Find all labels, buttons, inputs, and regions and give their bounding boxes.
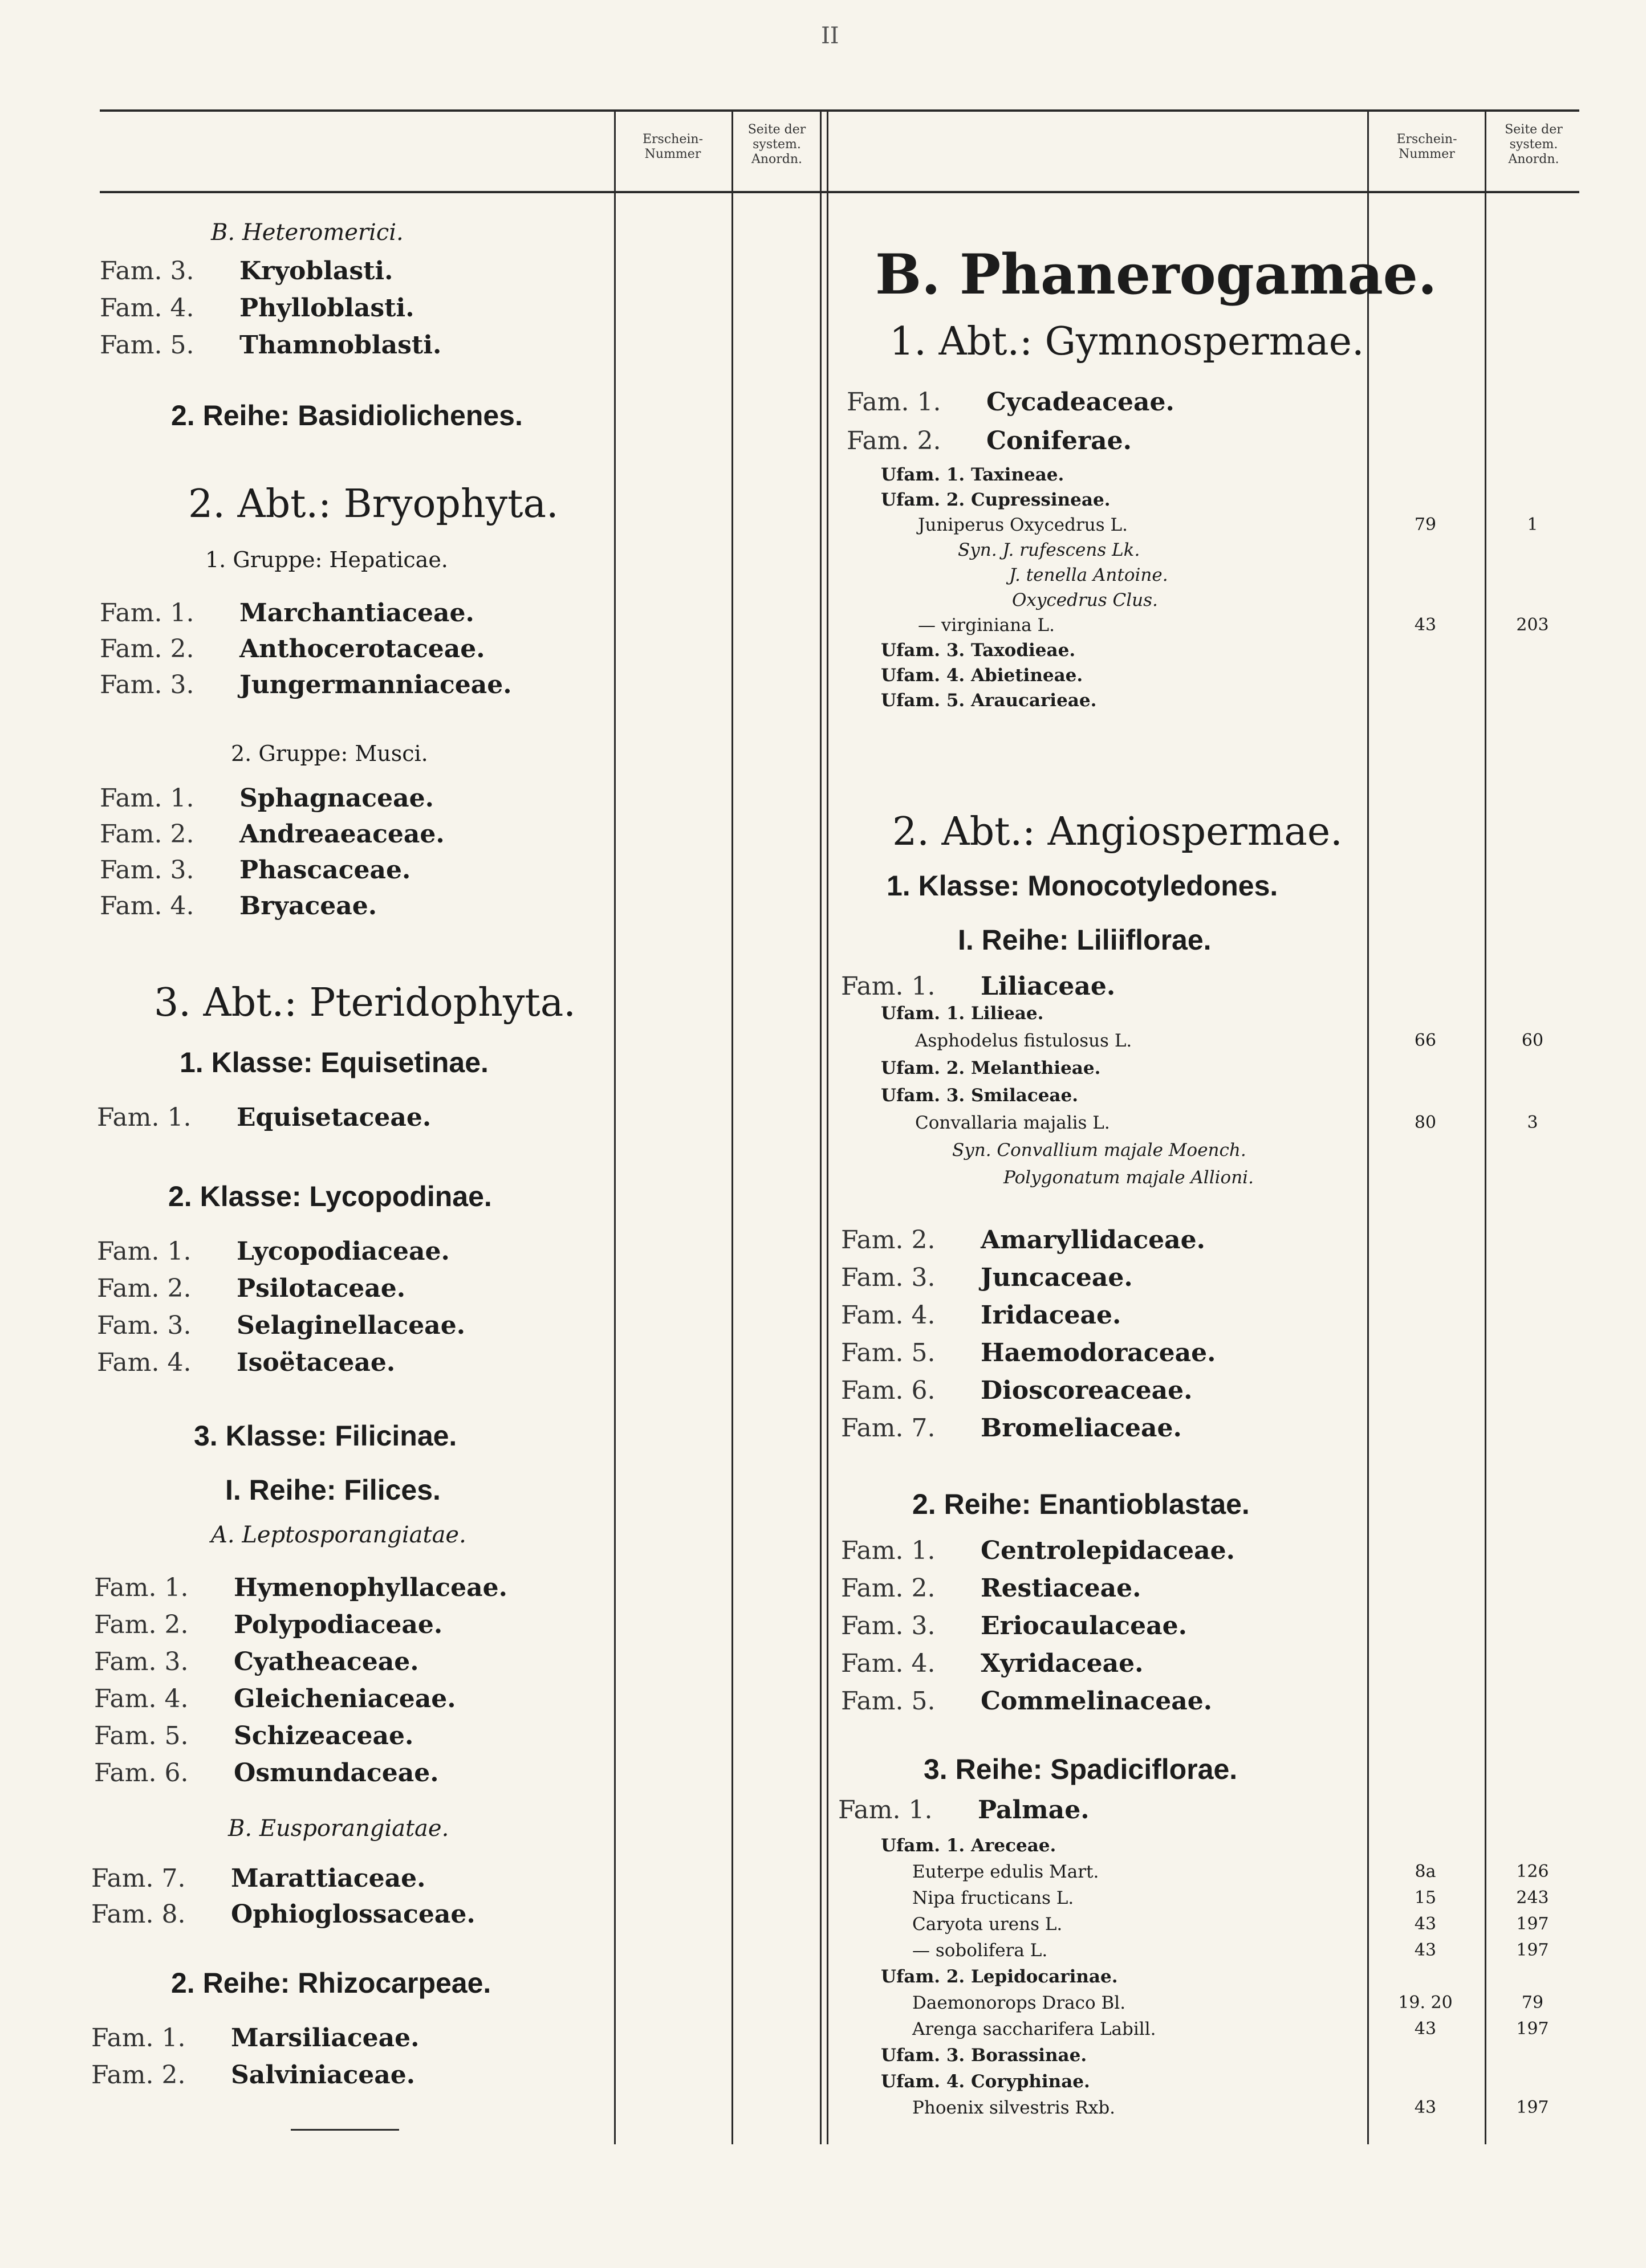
family-row (841, 1687, 1212, 1716)
family-number: Fam. 3. (97, 1311, 192, 1340)
erschein-number: 43 (1414, 1940, 1437, 1960)
family-row (91, 2023, 419, 2053)
family-number: Fam. 5. (841, 1687, 936, 1716)
family-name: Bryaceae. (239, 891, 377, 921)
subfamily-row: Ufam. 2. Cupressineae. (881, 490, 1111, 510)
reihe-heading: I. Reihe: Liliiflorae. (958, 924, 1212, 956)
family-number: Fam. 4. (841, 1301, 936, 1330)
species-row: — sobolifera L. (912, 1940, 1048, 1961)
erschein-number: 43 (1414, 615, 1437, 635)
family-number: Fam. 1. (91, 2023, 186, 2053)
family-number: Fam. 5. (94, 1721, 189, 1750)
family-row: Fam. 1. Liliaceae. (841, 972, 1116, 1001)
family-name: Schizeaceae. (234, 1721, 414, 1750)
seite-number: 197 (1516, 2019, 1549, 2039)
family-number: Fam. 2. (97, 1274, 192, 1303)
subfamily-row: Ufam. 1. Taxineae. (881, 465, 1064, 485)
erschein-number: 79 (1414, 515, 1437, 535)
family-row: Fam. 1. Cycadeaceae. (847, 388, 1174, 417)
family-number: Fam. 1. (97, 1103, 192, 1132)
family-number: Fam. 3. (94, 1647, 189, 1676)
erschein-number: 19. 20 (1398, 1993, 1453, 2013)
reihe-heading: I. Reihe: Filices. (225, 1474, 441, 1506)
gruppe-heading: 2. Gruppe: Musci. (231, 741, 428, 766)
header-seite-left: Seite der system. Anordn. (747, 123, 806, 166)
family-name: Andreaeaceae. (239, 820, 445, 849)
family-row (841, 1338, 1216, 1367)
family-row: Fam. 3. Kryoblasti. (100, 256, 393, 286)
family-name: Ophioglossaceae. (231, 1900, 475, 1929)
species-row: Arenga saccharifera Labill. (912, 2019, 1156, 2039)
column-divider (1367, 109, 1369, 2144)
column-divider (827, 109, 828, 2144)
family-row (841, 1376, 1192, 1405)
family-name: Bromeliaceae. (981, 1414, 1182, 1443)
erschein-number: 8a (1415, 1862, 1436, 1882)
species-row: — virginiana L. (918, 615, 1055, 636)
family-name: Sphagnaceae. (239, 784, 434, 813)
family-row (97, 1274, 405, 1303)
erschein-number: 43 (1414, 2098, 1437, 2118)
family-row (97, 1103, 431, 1132)
family-number: Fam. 2. (100, 634, 194, 663)
species-row: Asphodelus fistulosus L. (915, 1031, 1132, 1051)
family-row (841, 1611, 1187, 1640)
family-name: Restiaceae. (981, 1574, 1141, 1603)
family-name: Eriocaulaceae. (981, 1611, 1187, 1640)
species-row: Nipa fructicans L. (912, 1888, 1074, 1908)
family-name: Marchantiaceae. (239, 598, 474, 628)
family-name: Centrolepidaceae. (981, 1536, 1235, 1565)
header-seite-right: Seite der system. Anordn. (1505, 123, 1563, 166)
header-rule (100, 191, 1579, 193)
family-name: Jungermanniaceae. (239, 670, 512, 699)
family-name: Equisetaceae. (237, 1103, 432, 1132)
header-erschein-right: Erschein- Nummer (1396, 132, 1457, 161)
seite-number: 197 (1516, 2098, 1549, 2118)
family-row (94, 1573, 507, 1602)
species-row: Convallaria majalis L. (915, 1113, 1110, 1133)
family-name: Iridaceae. (981, 1301, 1121, 1330)
family-row (94, 1758, 439, 1787)
family-name: Selaginellaceae. (237, 1311, 466, 1340)
end-rule (291, 2129, 399, 2131)
species-row: Polygonatum majale Allioni. (1003, 1167, 1254, 1188)
family-number: Fam. 3. (841, 1263, 936, 1292)
erschein-number: 15 (1414, 1888, 1437, 1908)
klasse-heading: 2. Klasse: Lycopodinae. (168, 1180, 492, 1212)
page-number: II (821, 23, 839, 49)
family-name: Salviniaceae. (231, 2061, 416, 2090)
column-divider (614, 109, 616, 2144)
subfamily-row: Ufam. 3. Borassinae. (881, 2045, 1087, 2066)
family-number: Fam. 3. (100, 856, 194, 885)
subfamily-row: Ufam. 1. Areceae. (881, 1835, 1056, 1856)
family-row (94, 1684, 456, 1713)
klasse-heading: 1. Klasse: Monocotyledones. (887, 870, 1278, 902)
family-row (100, 891, 377, 921)
family-number: Fam. 4. (100, 891, 194, 921)
gruppe-heading: 1. Gruppe: Hepaticae. (205, 547, 448, 572)
seite-number: 79 (1521, 1993, 1544, 2013)
section-heading: B. Heteromerici. (211, 219, 404, 246)
header-erschein-left: Erschein- Nummer (642, 132, 703, 161)
seite-number: 203 (1516, 615, 1549, 635)
family-number: Fam. 4. (841, 1649, 936, 1678)
family-row (97, 1348, 395, 1377)
column-divider (1485, 109, 1486, 2144)
family-number: Fam. 1. (100, 598, 194, 628)
reihe-heading: 3. Reihe: Spadiciflorae. (924, 1753, 1238, 1785)
subfamily-row: Ufam. 2. Lepidocarinae. (881, 1966, 1118, 1987)
section-heading: B. Eusporangiatae. (228, 1815, 449, 1842)
family-number: Fam. 1. (97, 1237, 192, 1266)
family-name: Isoëtaceae. (237, 1348, 396, 1377)
family-row (100, 856, 411, 885)
family-number: Fam. 2. (91, 2061, 186, 2090)
species-row: Daemonorops Draco Bl. (912, 1993, 1126, 2013)
family-name: Commelinaceae. (981, 1687, 1213, 1716)
family-number: Fam. 1. (100, 784, 194, 813)
family-row (841, 1301, 1121, 1330)
family-row (100, 820, 445, 849)
family-number: Fam. 7. (841, 1414, 936, 1443)
column-divider (731, 109, 733, 2144)
family-number: Fam. 4. (94, 1684, 189, 1713)
family-row: Fam. 4. Phylloblasti. (100, 294, 414, 323)
erschein-number: 43 (1414, 2019, 1437, 2039)
seite-number: 1 (1527, 515, 1538, 535)
family-name: Osmundaceae. (234, 1758, 439, 1787)
family-name: Polypodiaceae. (234, 1610, 443, 1639)
seite-number: 3 (1527, 1113, 1538, 1133)
family-name: Cyatheaceae. (234, 1647, 419, 1676)
family-row (100, 598, 474, 628)
top-rule (100, 109, 1579, 112)
family-name: Lycopodiaceae. (237, 1237, 450, 1266)
family-row (841, 1574, 1141, 1603)
family-row (841, 1225, 1205, 1255)
seite-number: 60 (1521, 1031, 1544, 1050)
family-number: Fam. 2. (94, 1610, 189, 1639)
abteilung-heading: 2. Abt.: Angiospermae. (892, 809, 1343, 854)
species-row: Euterpe edulis Mart. (912, 1862, 1099, 1882)
family-name: Marattiaceae. (231, 1864, 426, 1893)
subfamily-row: Ufam. 4. Abietineae. (881, 665, 1083, 686)
family-number: Fam. 1. (94, 1573, 189, 1602)
species-row: Juniperus Oxycedrus L. (918, 515, 1128, 535)
family-number: Fam. 6. (94, 1758, 189, 1787)
family-name: Haemodoraceae. (981, 1338, 1216, 1367)
family-row (841, 1263, 1133, 1292)
family-name: Dioscoreaceae. (981, 1376, 1193, 1405)
family-name: Gleicheniaceae. (234, 1684, 456, 1713)
klasse-heading: 3. Klasse: Filicinae. (194, 1420, 457, 1452)
family-name: Amaryllidaceae. (981, 1225, 1205, 1255)
subfamily-row: Ufam. 4. Coryphinae. (881, 2071, 1090, 2092)
abteilung-heading: 1. Abt.: Gymnospermae. (889, 319, 1364, 364)
family-number: Fam. 2. (841, 1574, 936, 1603)
species-row: Syn. J. rufescens Lk. (958, 540, 1140, 560)
family-number: Fam. 3. (841, 1611, 936, 1640)
family-name: Anthocerotaceae. (239, 634, 485, 663)
family-number: Fam. 8. (91, 1900, 186, 1929)
family-row (841, 1536, 1235, 1565)
family-row (841, 1414, 1182, 1443)
subfamily-row: Ufam. 2. Melanthieae. (881, 1058, 1101, 1078)
species-row: Syn. Convallium majale Moench. (952, 1140, 1246, 1161)
family-name: Xyridaceae. (981, 1649, 1144, 1678)
family-name: Hymenophyllaceae. (234, 1573, 507, 1602)
erschein-number: 80 (1414, 1113, 1437, 1133)
subfamily-row: Ufam. 1. Lilieae. (881, 1003, 1044, 1024)
erschein-number: 66 (1414, 1031, 1437, 1050)
family-number: Fam. 5. (841, 1338, 936, 1367)
family-name: Psilotaceae. (237, 1274, 406, 1303)
family-row (100, 670, 512, 699)
family-row (94, 1647, 419, 1676)
family-number: Fam. 2. (100, 820, 194, 849)
family-row: Fam. 1. Palmae. (838, 1795, 1090, 1825)
section-heading: A. Leptosporangiatae. (211, 1522, 466, 1548)
abteilung-heading: 3. Abt.: Pteridophyta. (154, 980, 576, 1025)
family-number: Fam. 4. (97, 1348, 192, 1377)
family-name: Marsiliaceae. (231, 2023, 420, 2053)
family-row: Fam. 2. Coniferae. (847, 426, 1132, 455)
family-row (94, 1610, 442, 1639)
family-row (100, 634, 485, 663)
subfamily-row: Ufam. 3. Taxodieae. (881, 640, 1076, 661)
family-number: Fam. 7. (91, 1864, 186, 1893)
family-row (97, 1311, 465, 1340)
seite-number: 243 (1516, 1888, 1549, 1908)
family-number: Fam. 1. (841, 1536, 936, 1565)
reihe-heading: 2. Reihe: Rhizocarpeae. (171, 1967, 491, 1999)
species-row: J. tenella Antoine. (1009, 565, 1168, 585)
seite-number: 197 (1516, 1914, 1549, 1934)
family-name: Phascaceae. (239, 856, 411, 885)
species-row: Oxycedrus Clus. (1012, 590, 1158, 610)
family-number: Fam. 6. (841, 1376, 936, 1405)
reihe-heading: 2. Reihe: Basidiolichenes. (171, 400, 523, 431)
species-row: Phoenix silvestris Rxb. (912, 2098, 1116, 2118)
family-row (91, 2061, 415, 2090)
subfamily-row: Ufam. 5. Araucarieae. (881, 690, 1097, 711)
family-row (91, 1864, 425, 1893)
column-divider (820, 109, 822, 2144)
species-row: Caryota urens L. (912, 1914, 1063, 1935)
family-row (841, 1649, 1143, 1678)
erschein-number: 43 (1414, 1914, 1437, 1934)
family-row: Fam. 5. Thamnoblasti. (100, 331, 442, 360)
abteilung-heading: 2. Abt.: Bryophyta. (188, 482, 559, 527)
seite-number: 126 (1516, 1862, 1549, 1882)
reihe-heading: 2. Reihe: Enantioblastae. (912, 1488, 1250, 1520)
family-row (100, 784, 434, 813)
subfamily-row: Ufam. 3. Smilaceae. (881, 1085, 1079, 1106)
family-name: Juncaceae. (981, 1263, 1133, 1292)
family-row (97, 1237, 450, 1266)
family-number: Fam. 2. (841, 1225, 936, 1255)
seite-number: 197 (1516, 1940, 1549, 1960)
division-heading: B. Phanerogamae. (875, 242, 1437, 307)
family-row (94, 1721, 413, 1750)
klasse-heading: 1. Klasse: Equisetinae. (180, 1047, 489, 1078)
family-number: Fam. 3. (100, 670, 194, 699)
family-row (91, 1900, 475, 1929)
